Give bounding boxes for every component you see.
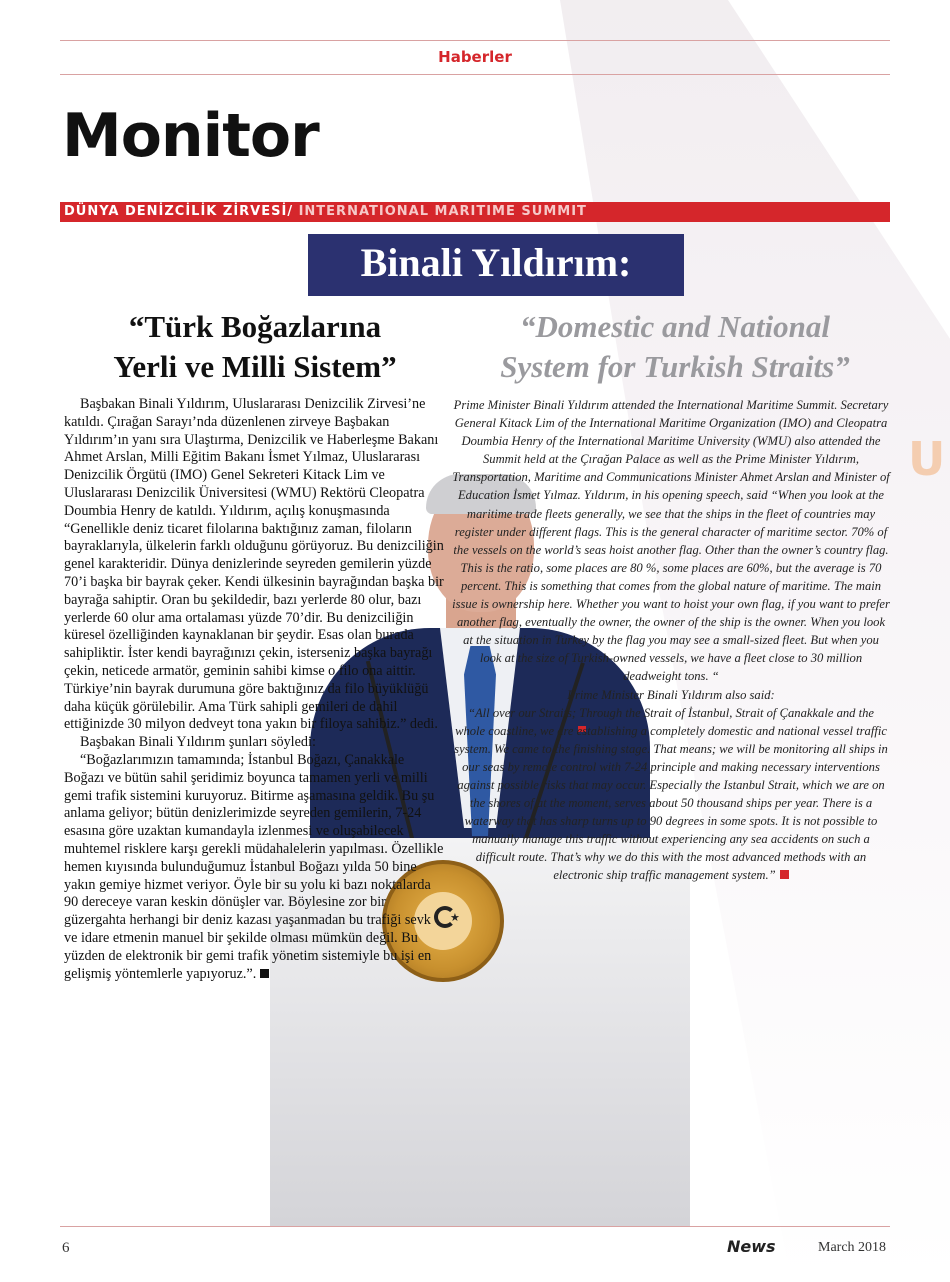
issue-date: March 2018 <box>818 1240 887 1255</box>
paragraph: Başbakan Binali Yıldırım şunları söyledi: <box>80 734 316 751</box>
paragraph: Prime Minister Binali Yıldırım also said: <box>567 687 775 702</box>
magazine-logo: News <box>727 1237 776 1256</box>
headline-tr <box>60 307 450 387</box>
paragraph <box>452 704 890 885</box>
article-body-en <box>452 396 890 885</box>
summit-title-tr: DÜNYA DENİZCİLİK ZİRVESİ <box>64 204 288 219</box>
end-mark-icon <box>780 870 789 879</box>
name-banner: Binali Yıldırım: <box>308 234 684 296</box>
article-body-tr <box>64 396 444 983</box>
header-rule-bottom <box>60 74 890 75</box>
background-letter: U <box>908 432 946 486</box>
summit-title-en: INTERNATIONAL MARITIME SUMMIT <box>298 204 587 219</box>
headline-en-line1: “Domestic and National <box>519 309 830 344</box>
summit-separator: / <box>287 204 299 219</box>
header-rule-top <box>60 40 890 41</box>
headline-en <box>460 307 890 387</box>
paragraph-text: “Boğazlarımızın tamamında; İstanbul Boğazı, Çanakkale Boğazı ve bütün sahil şeridimiz boyunca tamamen yerli ve milli gemi trafik sistemini kuruyoruz. Bitirme aşamasına geldik. Bu şu anlama geliyor; bütün denizlerimizde seyreden gemilerin, 7-24 esasına göre uzaktan kumandayla izlenmesi ve oluşabilecek muhtemel risklere karşı gerekli müdahalelerin yapılması. Özellikle hemen kıyısında bulunduğumuz İstanbul Boğazı yılda 50 bine yakın gemiye hizmet veriyor. Öyle bir su yolu ki bazı noktalarda 90 dereceye varan keskin dönüşler var. Böylesine zor bir güzergahta herhangi bir deniz kazası yaşanmadan bu trafiği sevk ve idare etmenin manuel bir şekilde olması mümkün değil. Bu yüzden de elektronik bir gemi trafik yönetim sistemiyle bu işi en gelişmiş yöntemlerle yapıyoruz.”. <box>64 751 444 982</box>
paragraph <box>64 752 444 983</box>
headline-tr-line1: “Türk Boğazlarına <box>128 309 382 344</box>
masthead-title: Monitor <box>62 101 319 171</box>
headline-tr-line2: Yerli ve Milli Sistem” <box>113 349 397 384</box>
footer-rule <box>60 1226 890 1227</box>
paragraph-text: “All over our Straits; Through the Strait of İstanbul, Strait of Çanakkale and the whole coastline, we are establishing a completely domestic and national vessel traffic system. We came to the finishing stage. That means; we will be monitoring all ships in our seas by remote control with 7-24 principle and making necessary interventions against possible risks that may occur. Especially the Istanbul Strait, which we are on the shores of at the moment, serves about 50 thousand ships per year. There is a waterway that has sharp turns up to 90 degrees in some spots. It is not possible to manually manage this traffic without experiencing any sea accidents on such a difficult route. That’s why we do this with the most advanced methods with an electronic ship traffic management system.” <box>454 705 888 883</box>
summit-bar <box>60 202 890 222</box>
star-icon: ★ <box>450 911 460 924</box>
headline-en-line2: System for Turkish Straits” <box>500 349 850 384</box>
paragraph: Başbakan Binali Yıldırım, Uluslararası Denizcilik Zirvesi’ne katıldı. Çırağan Sarayı’nda düzenlenen zirveye Başbakan Yıldırım’ın yanı sıra Ulaştırma, Denizcilik ve Haberleşme Bakanı Ahmet Arslan, Milli Eğitim Bakanı İsmet Yılmaz, Uluslararası Denizcilik Örgütü (IMO) Genel Sekreteri Kitack Lim ve Uluslararası Denizcilik Üniversitesi (WMU) Rektörü Cleopatra Doumbia Henry de katıldı. Yıldırım, açılış konuşmasında “Genellikle deniz ticaret filolarına baktığınız zaman, filoların bayraklarıyla, ülkelerin farklı olduğunu görüyoruz. Bu denizciliğin genel karakteridir. Dünya denizlerinde seyreden gemilerin yüzde 70’i başka bir bayrak çeker. Kendi ülkesinin bayrağından başka bir bayrağa sahiptir. Oran bu şekildedir, bazı yerlerde 80 olur, bazı yerlerde 60 olur ama ortalaması yüzde 70’dir. Bu denizciliğin küresel özelliğinden kaynaklanan bir şeydir. Esas olan burada sahipliktir. İster kendi bayrağınızı çekin, isterseniz başka bayrağı çekin, neticede armatör, geminin sahibi kimse o filo ona aittir. Türkiye’nin bayrak durumuna göre baktığınız da filo büyüklüğü daha küçük görülebilir. Ama Türk sahipli gemileri de dahil ettiğinizde 30 milyon dedveyt tona yakın bir filoya sahibiz.” dedi. <box>64 396 444 733</box>
page-number: 6 <box>62 1240 70 1256</box>
section-label: Haberler <box>438 48 512 66</box>
end-mark-icon <box>260 969 269 978</box>
paragraph: Prime Minister Binali Yıldırım attended the International Maritime Summit. Secretary General Kitack Lim of the International Maritime Organization (IMO) and Cleopatra Doumbia Henry of the International Maritime University (WMU) also attended the Summit held at the Çırağan Palace as well as the Prime Minister Yıldırım, Transportation, Maritime and Communications Minister Ahmet Arslan and Minister of Education İsmet Yılmaz. Yıldırım, in his opening speech, said “When you look at the maritime trade fleets generally, we see that the ships in the fleet of countries may register under different flags. This is the general character of maritime sector. 70% of the vessels on the world’s seas hoist another flag. Other than the owner’s country flag. This is the ratio, some places are 80 %, some places are 60%, but the average is 70 percent. This is something that comes from the global nature of maritime. The main issue is ownership here. Whether you want to hoist your own flag, if you want to prefer another flag, eventually the owner, the owner of the ship is the owner. When you look at the situation in Turkey by the flag you may see a small-sized fleet. But when you look at the size of Turkish-owned vessels, we have a fleet close to 30 million deadweight tons. “ <box>452 398 890 684</box>
